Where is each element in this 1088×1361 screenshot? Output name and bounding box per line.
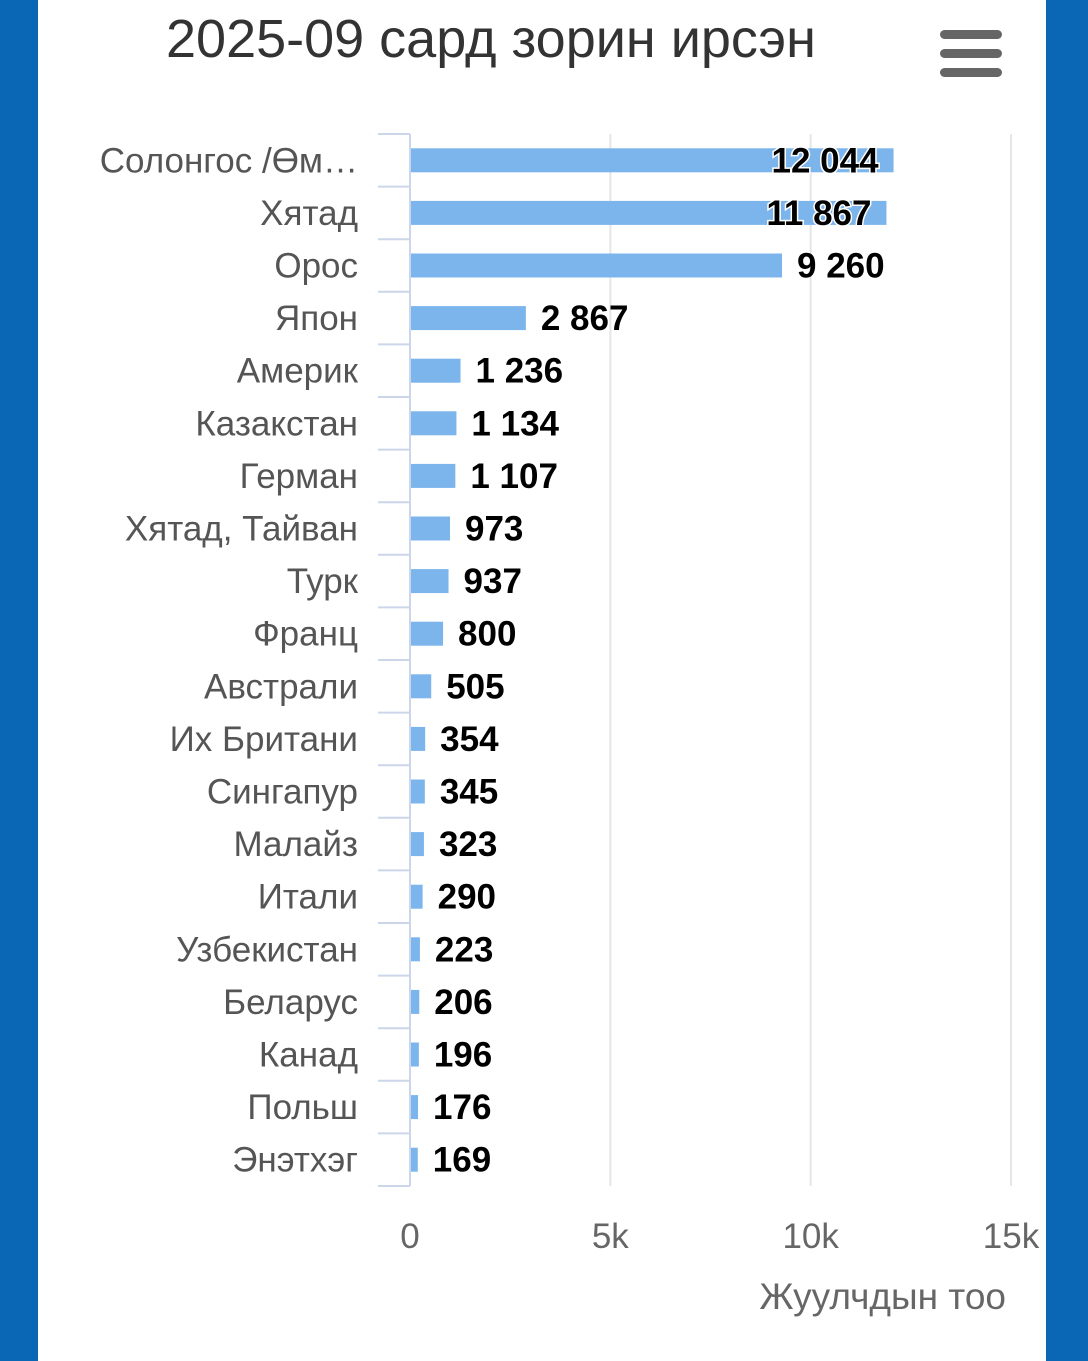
x-axis-title: Жуулчдын тоо [759, 1276, 1006, 1317]
category-label: Америк [236, 351, 358, 391]
data-label: 223 [434, 930, 494, 970]
category-label: Итали [257, 877, 358, 917]
data-label: 345 [439, 772, 499, 812]
category-label: Узбекистан [176, 930, 358, 970]
bar [411, 990, 419, 1014]
x-tick-label: 0 [400, 1217, 420, 1256]
data-label: 176 [433, 1088, 492, 1128]
x-tick-label: 15k [982, 1217, 1040, 1256]
category-label: Сингапур [206, 772, 358, 812]
category-label: Энэтхэг [232, 1140, 358, 1180]
data-label: 1 134 [471, 404, 560, 444]
category-label: Герман [239, 456, 358, 496]
data-label: 505 [446, 667, 505, 707]
category-label: Орос [274, 246, 358, 286]
data-label: 937 [463, 562, 522, 602]
data-label: 323 [438, 825, 498, 865]
category-label: Малайз [233, 825, 358, 865]
bar [411, 885, 423, 909]
bar [411, 1043, 419, 1067]
data-label: 206 [434, 982, 493, 1022]
data-label: 800 [458, 614, 517, 654]
category-label: Казакстан [195, 404, 358, 444]
category-label: Канад [258, 1035, 358, 1075]
bar [411, 254, 782, 278]
data-label: 354 [440, 719, 499, 759]
bar [411, 411, 456, 435]
bar [411, 727, 425, 751]
category-label: Франц [253, 614, 358, 654]
category-label: Польш [247, 1088, 358, 1128]
bar [411, 517, 450, 541]
category-label: Хятад, Тайван [124, 509, 358, 549]
data-label: 169 [432, 1140, 492, 1180]
category-label: Турк [286, 562, 358, 602]
chart-panel [38, 0, 1046, 1361]
category-label: Япон [274, 299, 358, 339]
bar [411, 1095, 418, 1119]
category-label: Их Британи [169, 719, 358, 759]
bar-chart [38, 0, 1046, 1361]
bar [411, 569, 449, 593]
bar [411, 832, 424, 856]
data-label: 2 867 [540, 299, 629, 339]
data-label: 290 [437, 877, 497, 917]
data-label: 1 236 [475, 351, 564, 391]
bar [411, 306, 526, 330]
data-label: 12 044 [771, 141, 879, 181]
x-tick-label: 5k [591, 1217, 629, 1256]
bar [411, 937, 420, 961]
bar [411, 622, 443, 646]
bar [411, 1148, 418, 1172]
data-label: 11 867 [766, 193, 872, 233]
category-label: Беларус [223, 982, 358, 1022]
data-label: 973 [464, 509, 524, 549]
category-label: Австрали [204, 667, 358, 707]
x-tick-label: 10k [782, 1217, 839, 1256]
bar [411, 780, 425, 804]
category-label: Хятад [260, 193, 358, 233]
data-label: 9 260 [797, 246, 885, 286]
data-label: 196 [433, 1035, 493, 1075]
bar [411, 359, 461, 383]
data-label: 1 107 [470, 456, 558, 496]
bar [411, 674, 431, 698]
bar [411, 464, 455, 488]
category-label: Солонгос /Өм… [99, 141, 358, 181]
chart-title: 2025-09 сард зорин ирсэн [166, 9, 816, 69]
